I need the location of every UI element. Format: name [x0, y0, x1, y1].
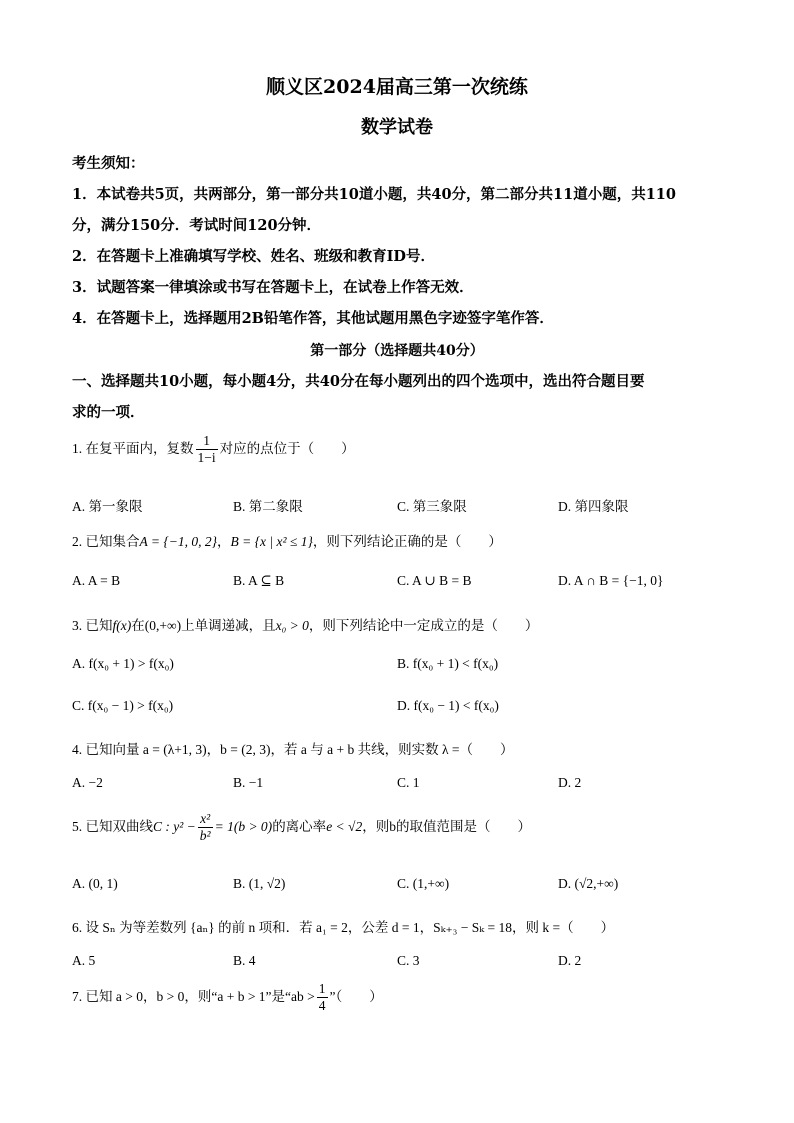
q7-fraction [317, 982, 328, 1014]
q7-frac-num: 1 [318, 981, 326, 996]
q1-frac-num: 1 [196, 434, 218, 450]
q2-post: ，则下列结论正确的是（ ） [312, 534, 502, 549]
notice-item-4: 4．在答题卡上，选择题用2B铅笔作答，其他试题用黑色字迹签字笔作答． [72, 310, 554, 327]
q6-option-b: B. 4 [233, 953, 256, 968]
q3-interval: (0,+∞) [144, 618, 182, 633]
q5-option-c: C. (1,+∞) [397, 876, 450, 891]
q2-option-b: B. A ⊆ B [233, 573, 285, 588]
q4-option-c: C. 1 [397, 775, 420, 790]
q1-fraction [196, 434, 218, 466]
q1-option-d: D. 第四象限 [558, 499, 629, 514]
q5-equation: = 1(b > 0) [214, 819, 273, 835]
q7-post: ”（ ） [329, 989, 383, 1005]
q1-option-a: A. 第一象限 [72, 499, 143, 514]
question-3 [72, 614, 538, 634]
question-6: 6. 设 Sₙ 为等差数列 {aₙ} 的前 n 项和．若 a₁ = 2，公差 d = 1，Sₖ₊₃ − Sₖ = 18，则 k =（ ） [72, 920, 615, 935]
q3-option-c: C. f(x₀ − 1) > f(x₀) [72, 698, 174, 713]
q2-set-a: A = {−1, 0, 2} [139, 534, 218, 549]
q5-post: ，则b的取值范围是（ ） [362, 819, 531, 835]
q5-mid: 的离心率 [272, 819, 327, 835]
q5-frac-num: x² [198, 812, 213, 828]
section-instructions-line2: 求的一项． [72, 404, 145, 421]
q5-curve-label: C : y² − [153, 819, 196, 835]
q3-mid2: 上单调递减，且 [181, 618, 276, 633]
q4-option-a: A. −2 [72, 775, 103, 790]
q3-pre: 3. 已知 [72, 618, 113, 633]
q6-option-d: D. 2 [558, 953, 582, 968]
question-1 [72, 434, 355, 466]
q2-option-c: C. A ∪ B = B [397, 573, 472, 588]
question-5 [72, 812, 531, 844]
question-2 [72, 530, 502, 550]
q3-post: ，则下列结论中一定成立的是（ ） [308, 618, 539, 633]
notice-item-1a: 1．本试卷共5页，共两部分，第一部分共10道小题，共40分，第二部分共11道小题，共110 [72, 186, 676, 203]
q2-set-b: B = {x | x² ≤ 1} [230, 534, 313, 549]
q6-option-c: C. 3 [397, 953, 420, 968]
q5-fraction [198, 812, 213, 844]
q7-pre: 7. 已知 a > 0，b > 0，则“a + b > 1”是“ab > [72, 989, 315, 1005]
q5-option-b: B. (1, √2) [233, 876, 286, 891]
question-7 [72, 982, 383, 1014]
notice-item-2: 2．在答题卡上准确填写学校、姓名、班级和教育ID号． [72, 248, 435, 265]
q1-option-b: B. 第二象限 [233, 499, 303, 514]
q2-pre: 2. 已知集合 [72, 534, 140, 549]
q3-f: f(x) [112, 618, 132, 633]
q2-option-a: A. A = B [72, 573, 121, 588]
notice-item-1b: 分，满分150分．考试时间120分钟． [72, 217, 322, 234]
q5-frac-den: b² [199, 827, 211, 843]
q4-option-b: B. −1 [233, 775, 264, 790]
q5-eccentricity: e < √2 [326, 819, 363, 835]
q5-option-d: D. (√2,+∞) [558, 876, 619, 891]
q7-frac-den: 4 [318, 997, 326, 1013]
part1-heading: 第一部分（选择题共40分） [310, 343, 484, 359]
q6-option-a: A. 5 [72, 953, 96, 968]
q1-option-c: C. 第三象限 [397, 499, 467, 514]
q1-frac-den: 1−i [197, 449, 216, 465]
q2-option-d: D. A ∩ B = {−1, 0} [558, 573, 664, 588]
exam-title: 顺义区2024届高三第一次统练 [266, 76, 528, 98]
q1-post: 对应的点位于（ ） [219, 441, 355, 457]
q5-option-a: A. (0, 1) [72, 876, 118, 891]
q3-option-d: D. f(x₀ − 1) < f(x₀) [397, 698, 499, 713]
q3-mid1: 在 [131, 618, 145, 633]
notice-heading: 考生须知： [72, 155, 145, 172]
q5-pre: 5. 已知双曲线 [72, 819, 153, 835]
q2-mid: ， [217, 534, 231, 549]
q1-pre: 1. 在复平面内，复数 [72, 441, 194, 457]
q3-condition: x₀ > 0 [275, 618, 309, 633]
q3-option-b: B. f(x₀ + 1) < f(x₀) [397, 656, 499, 671]
question-4: 4. 已知向量 a = (λ+1, 3)，b = (2, 3)，若 a 与 a + b 共线，则实数 λ =（ ） [72, 742, 514, 757]
notice-item-3: 3．试题答案一律填涂或书写在答题卡上，在试卷上作答无效． [72, 279, 474, 296]
q3-option-a: A. f(x₀ + 1) > f(x₀) [72, 656, 174, 671]
exam-subtitle: 数学试卷 [361, 117, 433, 138]
q4-option-d: D. 2 [558, 775, 582, 790]
section-instructions-line1: 一、选择题共10小题，每小题4分，共40分在每小题列出的四个选项中，选出符合题目要 [72, 373, 645, 390]
